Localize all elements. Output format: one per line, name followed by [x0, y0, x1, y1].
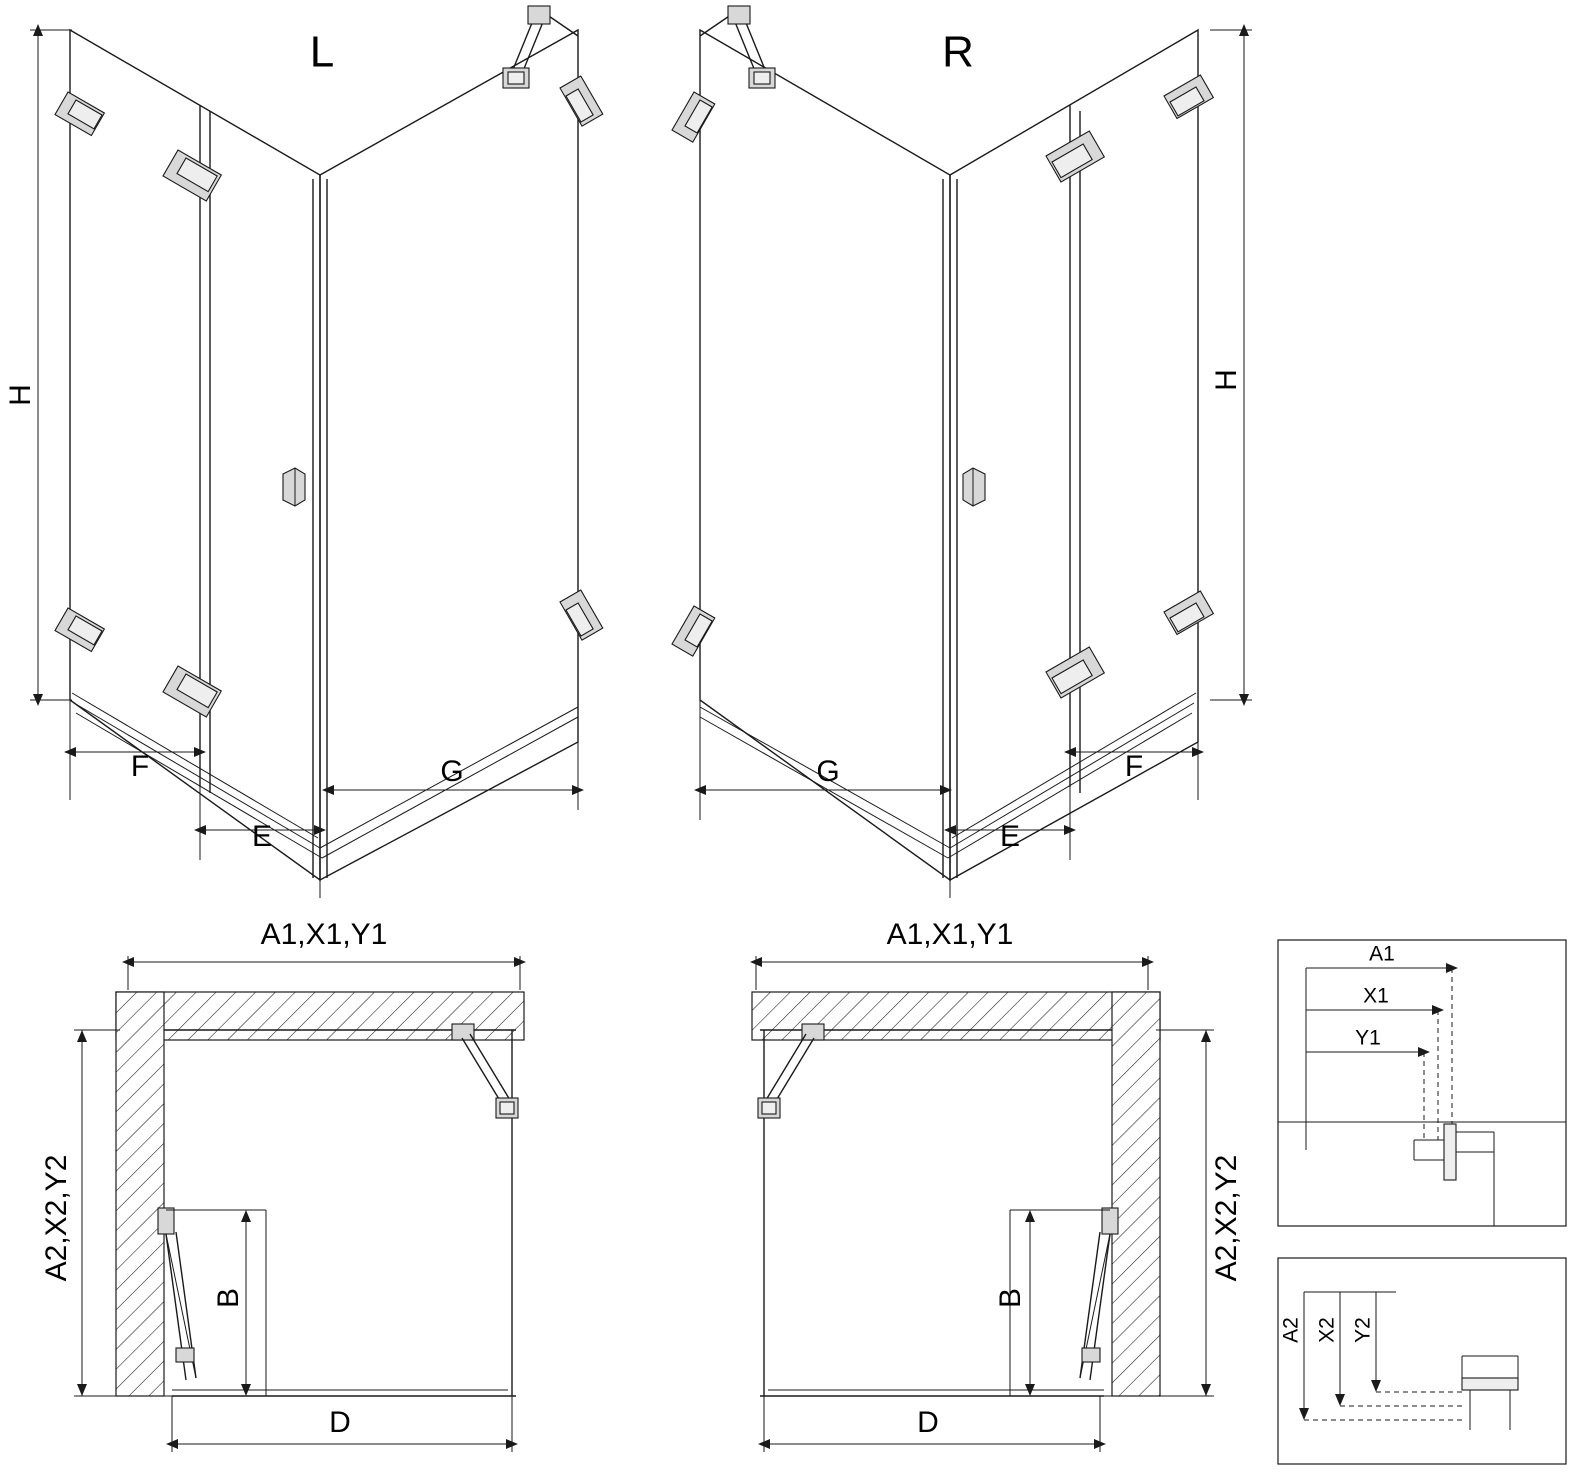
detail-box-bottom — [1278, 1258, 1566, 1464]
door-handle-right-view — [963, 468, 985, 506]
label-G-left: G — [440, 754, 464, 788]
detail-label-Y2: Y2 — [1351, 1317, 1375, 1343]
label-F-left: F — [130, 749, 150, 783]
detail-label-A2: A2 — [1279, 1317, 1303, 1343]
dimension-B-left — [166, 1210, 266, 1396]
label-E-left: E — [251, 819, 273, 853]
variant-label-L: L — [309, 27, 335, 77]
label-D-right: D — [917, 1405, 939, 1439]
label-H-left: H — [3, 384, 37, 406]
dimension-plan-right-top — [750, 918, 1154, 990]
hinges-left-sidepanel — [560, 76, 603, 640]
wall-left-plan — [116, 992, 164, 1396]
label-H-right: H — [1209, 369, 1243, 391]
enclosure-outline-right-plan — [760, 1030, 1112, 1396]
dimension-height-right — [1210, 24, 1252, 706]
label-B-left: B — [211, 1287, 245, 1309]
plan-view-left — [40, 918, 526, 1452]
label-D-left: D — [329, 1405, 351, 1439]
hinges-right-wall — [1164, 75, 1213, 635]
detail-label-X1: X1 — [1363, 984, 1389, 1008]
dimension-height-left — [4, 24, 72, 706]
label-B-right: B — [993, 1287, 1027, 1309]
variant-label-R: R — [942, 27, 974, 77]
wall-right-plan — [1112, 992, 1160, 1396]
plan-left-width-label: A1,X1,Y1 — [260, 917, 388, 951]
enclosure-outline-left-plan — [164, 1030, 516, 1396]
detail-label-A1: A1 — [1369, 942, 1395, 966]
hinges-left-door — [163, 150, 221, 717]
plan-right-depth-label: A2,X2,Y2 — [1209, 1154, 1243, 1282]
dimension-bottom-right — [694, 700, 1204, 898]
detail-box-top — [1278, 940, 1566, 1226]
detail-label-Y1: Y1 — [1355, 1026, 1381, 1050]
dimension-D-left — [166, 1396, 518, 1452]
label-G-right: G — [816, 754, 840, 788]
hinges-left-wall — [55, 92, 104, 652]
hinges-right-door — [1046, 131, 1104, 698]
label-F-right: F — [1124, 749, 1144, 783]
door-handle-left-view — [283, 468, 305, 506]
stabilizer-bar-left-view — [503, 6, 578, 88]
isometric-view-right — [672, 6, 1252, 898]
stabilizer-bar-right-view — [700, 6, 775, 88]
hinges-right-sidepanel — [672, 92, 715, 656]
dimension-B-right — [994, 1210, 1110, 1396]
isometric-view-left — [4, 6, 603, 898]
label-E-right: E — [999, 819, 1021, 853]
plan-left-depth-label: A2,X2,Y2 — [39, 1154, 73, 1282]
dimension-plan-left-top — [122, 918, 526, 990]
plan-right-width-label: A1,X1,Y1 — [886, 917, 1014, 951]
dimension-bottom-left — [64, 700, 584, 898]
detail-label-X2: X2 — [1315, 1317, 1339, 1343]
plan-view-right — [750, 918, 1243, 1452]
dimension-D-right — [758, 1396, 1106, 1452]
